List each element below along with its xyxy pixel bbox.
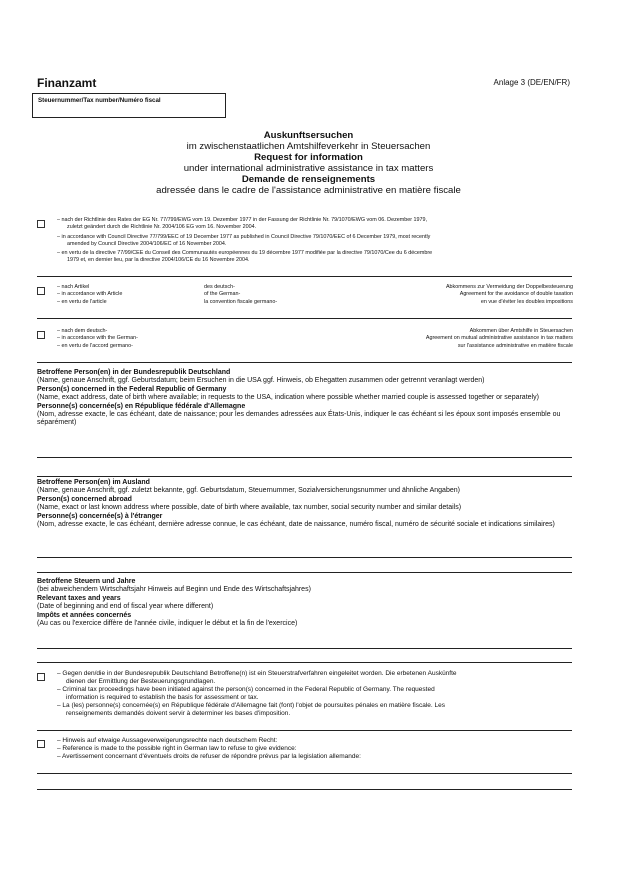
directive-de: – nach der Richtlinie des Rates der EG Nr. 77/799/EWG vom 19. Dezember 1977 in der Fassung der Richtlinie Nr. 79/1070/EWG vom 06. Dezember 1979,	[57, 217, 428, 223]
persons-germany-desc-en: (Name, exact address, date of birth where available; in requests to the USA, indication where possible whether married couple is assessed together or separately)	[37, 394, 539, 402]
persons-germany-section	[37, 369, 577, 428]
title-fr: Demande de renseignements	[241, 174, 376, 185]
directive-de-cont: zuletzt geändert durch die Richtlinie Nr. 2004/106 EG vom 16. November 2004.	[67, 224, 257, 231]
taxes-desc-fr: (Au cas ou l'exercice diffère de l'année civile, indiquer le début et la fin de l'exercice)	[37, 620, 298, 628]
refusal-rights-text	[57, 737, 577, 761]
refusal-rights-checkbox[interactable]	[37, 740, 45, 748]
taxes-desc-en: (Date of beginning and end of fiscal year where different)	[37, 603, 214, 611]
office-title: Finanzamt	[37, 76, 97, 90]
persons-abroad-section	[37, 479, 577, 529]
entry-line-persons-abroad[interactable]	[37, 557, 572, 558]
assistance-col3	[300, 328, 573, 350]
divider	[37, 362, 572, 363]
divider	[37, 572, 572, 573]
persons-germany-desc-fr: (Nom, adresse exacte, le cas échéant, date de naissance; pour les demandes adressées aux États-Unis, indiquer le cas échéant si les époux sont imposés ensemble ou séparément)	[37, 411, 561, 427]
title-en: Request for information	[254, 152, 363, 163]
taxes-section	[37, 578, 577, 628]
persons-abroad-desc-de: (Name, genaue Anschrift, ggf. zuletzt bekannte, ggf. Geburtsdatum, Steuernummer, Sozialversicherungsnummer und ähnliche Angaben)	[37, 487, 460, 495]
title-de: Auskunftsersuchen	[263, 130, 354, 141]
criminal-proceedings-checkbox[interactable]	[37, 673, 45, 681]
criminal-en-cont: information is required to establish the basis for assessment or tax.	[66, 694, 259, 701]
directive-text	[57, 217, 577, 265]
persons-abroad-title-de: Betroffene Person(en) im Ausland	[37, 479, 150, 486]
dta-col1-de: – nach Artikel	[57, 284, 90, 290]
dta-col2-fr: la convention fiscale germano-	[204, 298, 278, 305]
tax-number-label: Steuernummer/Tax number/Numéro fiscal	[38, 97, 161, 104]
directive-fr-cont: 1979 et, en dernier lieu, par la directive 2004/106/CE du 16 Novembre 2004.	[67, 257, 250, 264]
criminal-fr-cont: renseignements demandés doivent servir à determiner les bases d'imposition.	[66, 710, 291, 717]
dta-col3-fr: en vue d'éviter les doubles impositions	[480, 298, 573, 305]
divider	[37, 730, 572, 731]
dta-col2	[204, 284, 354, 306]
entry-line-refusal[interactable]	[37, 773, 572, 774]
taxes-title-fr: Impôts et années concernés	[37, 611, 132, 619]
assistance-col1-de: – nach dem deutsch-	[57, 328, 108, 334]
assistance-checkbox[interactable]	[37, 331, 45, 339]
persons-abroad-title-fr: Personne(s) concernée(s) à l'étranger	[37, 512, 163, 520]
criminal-proceedings-text	[57, 670, 577, 718]
subtitle-fr: adressée dans le cadre de l'assistance administrative en matière fiscale	[156, 185, 461, 196]
persons-germany-title-de: Betroffene Person(en) in der Bundesrepublik Deutschland	[37, 369, 231, 376]
persons-germany-title-fr: Personne(s) concernée(s) en République fédérale d'Allemagne	[37, 402, 246, 410]
assistance-col3-fr: sur l'assistance administrative en matière fiscale	[457, 342, 573, 349]
criminal-fr: – La (les) personne(s) concernée(s) en République fédérale d'Allemagne fait (font) l'objet de poursuites pénales en matière fiscale. Les	[57, 702, 446, 709]
persons-abroad-desc-en: (Name, exact or last known address where possible, date of birth where available, tax number, social security number and similar details)	[37, 504, 462, 512]
refusal-fr: – Avertissement concernant d'éventuels droits de refuser de répondre prévus par la legislation allemande:	[57, 753, 361, 760]
form-title-block	[37, 130, 580, 196]
annex-label: Anlage 3 (DE/EN/FR)	[493, 78, 570, 87]
taxes-desc-de: (bei abweichendem Wirtschaftsjahr Hinweis auf Beginn und Ende des Wirtschaftsjahres)	[37, 586, 311, 594]
divider	[37, 662, 572, 663]
divider	[37, 318, 572, 319]
divider	[37, 476, 572, 477]
assistance-col1-en: – in accordance with the German-	[57, 335, 138, 342]
persons-germany-desc-de: (Name, genaue Anschrift, ggf. Geburtsdatum; beim Ersuchen in die USA ggf. Hinweis, ob Ehegatten zusammen oder getrennt veranlagt werden)	[37, 377, 485, 385]
dta-col1-fr: – en vertu de l'article	[57, 298, 107, 305]
taxes-title-en: Relevant taxes and years	[37, 594, 121, 602]
dta-col1	[57, 284, 197, 306]
criminal-de: – Gegen den/die in der Bundesrepublik Deutschland Betroffene(n) ist ein Steuerstrafverfahren eingeleitet worden. Die erbetenen Auskünfte	[57, 670, 457, 677]
assistance-col1-fr: – en vertu de l'accord germano-	[57, 342, 133, 349]
dta-col3-en: Agreement for the avoidance of double taxation	[459, 291, 573, 298]
divider	[37, 276, 572, 277]
criminal-de-cont: dienen der Ermittlung der Besteuerungsgrundlagen.	[66, 678, 216, 685]
dta-col3	[340, 284, 573, 306]
persons-abroad-title-en: Person(s) concerned abroad	[37, 495, 132, 503]
subtitle-de: im zwischenstaatlichen Amtshilfeverkehr in Steuersachen	[186, 141, 431, 152]
dta-col3-de: Abkommens zur Vermeidung der Doppelbesteuerung	[445, 284, 573, 290]
persons-abroad-desc-fr: (Nom, adresse exacte, le cas échéant, dernière adresse connue, le cas échéant, date de naissance, numéro fiscal, numéro de sécurité sociale et indications similaires)	[37, 521, 555, 529]
divider	[37, 789, 572, 790]
assistance-col3-en: Agreement on mutual administrative assistance in tax matters	[425, 335, 573, 342]
refusal-de: – Hinweis auf etwaige Aussageverweigerungsrechte nach deutschem Recht:	[57, 737, 278, 744]
taxes-title-de: Betroffene Steuern und Jahre	[37, 578, 136, 585]
dta-col2-de: des deutsch-	[204, 284, 235, 290]
dta-col1-en: – in accordance with Article	[57, 291, 123, 298]
dta-checkbox[interactable]	[37, 287, 45, 295]
entry-line-taxes[interactable]	[37, 648, 572, 649]
tax-number-field[interactable]	[32, 93, 226, 118]
assistance-col1	[57, 328, 257, 350]
directive-en-cont: amended by Council Directive 2004/106/EC of 16 November 2004.	[67, 240, 227, 247]
subtitle-en: under international administrative assistance in tax matters	[183, 163, 434, 174]
assistance-col3-de: Abkommen über Amtshilfe in Steuersachen	[469, 328, 573, 334]
directive-checkbox[interactable]	[37, 220, 45, 228]
directive-en: – in accordance with Council Directive 77/799/EEC of 19 December 1977 as published in Council Directive 79/1070/EEC of 6 December 1979, most recently	[57, 233, 431, 240]
directive-fr: – en vertu de la directive 77/99/CEE du Conseil des Communautés européennes du 19 décembre 1977 modifiée par la directive 79/1070/Cee du 6 décembre	[57, 250, 433, 257]
persons-germany-title-en: Person(s) concerned in the Federal Republic of Germany	[37, 385, 227, 393]
dta-col2-en: of the German-	[204, 291, 241, 298]
criminal-en: – Criminal tax proceedings have been initiated against the person(s) concerned in the Federal Republic of Germany. The requested	[57, 686, 435, 693]
refusal-en: – Reference is made to the possible right in German law to refuse to give evidence:	[57, 745, 297, 752]
entry-line-persons-germany[interactable]	[37, 457, 572, 458]
